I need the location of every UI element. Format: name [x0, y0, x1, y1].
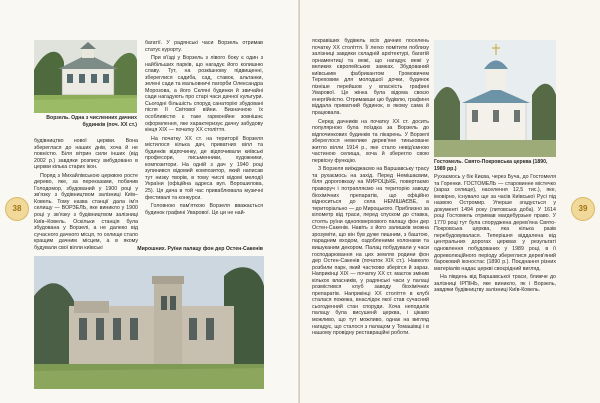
paragraph: Головною пам'яткою Ворзеля вважається будинок графині Уварової. Це ци не най- [145, 203, 263, 216]
palace-ruins-image [34, 256, 264, 389]
page-number-badge-left: 38 [5, 197, 29, 221]
left-page-column-1 [34, 138, 138, 262]
paragraph: При в'їзді у Ворзель з лівого боку є один з найбільших парків, що нагадує його колишню славу. Тут, на розкішному підвищенні, збереглися садиба, сад, ставок, альтанки, зелені сади та мальовничі пагорби Олександра Морозова, а його Скляні будинки й звичайні сади нагадують про старі часи дачної культури. Сьогодні більшість споруд санаторію збудовані після ІІ Світової війни. Визначною їх особливістю є таке гармонійне зовнішнє оформлення, яке характеризує дачну забудову кінця ХІХ — початку ХХ століття. [145, 55, 263, 134]
photo-palace-ruins [34, 256, 264, 389]
photo-bottom-caption: Мирошних. Руїни палацу фон дер Остен-Сакенів [137, 246, 263, 252]
paragraph: Серед дачників на початку ХХ ст. досить популярною була поїздка за Ворзель до відпочинкових будинків та лікарень. У Ворзелі збереглося невелике дерев'яне тиньковане житло вілли 1914 р., яке стало невід'ємною частиною селища, хоча й зберегло свою первісну функцію. [312, 118, 429, 164]
paragraph: З Ворзеля виїжджаємо на Варшавську трасу та рухаємось на захід. Перед Немішаєвим, біля дороговказу на МИРОЦЬКЕ, повертаємо праворуч і потрапляємо на територію заводу біохімічних препаратів, що офіційно відноситься до села НЕМІШАЄВЕ, а територіально — до Мироцького. Приблизно за кілометр від траси, перед спуском до ставка, стоять руїни одноповерхового палацу фон дер Остен-Сакенів. Навіть з його залишків можна зрозуміти, що він був дуже пишним, з баштою, парадним входом, оздобленими колонами та вишуканим декором. Палац побудували у часи господарювання на цих землях родини фон дер Остен-Сакенів (початок ХІХ ст.). Навколо розбили парк, який частково зберігся й зараз. Наприкінці ХІХ — початку ХХ ст. маєток змінив кількох власників, у радянські часи у палаці розмістився клуб заводу біохімічних препаратів. Наприкінці ХХ століття в клубі сталася пожежа, внаслідок якої став сучасний сьогоденний стан споруди. Хоча неподалік палацу була висушенй церква, і цікаво можливо, що тут можливо, однак на вигляд нагадує, що сталося з палацом у Томашівці і в нашому провідну реставраційні роботи. [312, 166, 429, 337]
paragraph: яскравіших будівель всіх дачних поселень початку ХХ століття. Її легко помітити поблизу залізниці завдяки складній архітектурі, багатій орнаментиці та вежі, що нагадує вежі у великих європейських замках. Збудований київським фабрикантом Громовичем Тереховим для молодшої дочки, будинок пізніше перейшов у власність графині Уварової. Це жінка була відома своєю енергійністю. Отримавши цю будівлю, графиня віддала приватний будинок, в якому сама й працювала. [312, 38, 429, 117]
paragraph: Поряд з Михайлівською церквою росте дерево, яке, за переказами, побачив Голодомор, збудований у 1900 році у зв'язку з будівництвом залізниці Київ–Ковель. Тому назва станції дала ім'я селищу — ВОРЗЕЛЬ, яке виникло у 1900 році у зв'язку з будівництвом залізниці Київ–Ковель. Оскільки станція була збудована у Ворзелі, а не далеко від сучасного дачного місця, то селище стало кращим дачним місцем, а в якому будували свої вілли київські [34, 172, 138, 251]
right-page [300, 0, 600, 403]
left-page-column-2 [145, 40, 263, 243]
photo-church-caption: Гостомель. Свято-Покровська церква (1890, 1989 рр.) [434, 159, 548, 172]
photo-dacha-house [34, 40, 137, 113]
paragraph: На південь від Варшавської траси, ближче до залізниці ІРПІНЬ, яке виникло, як і Ворзель, завдяки будівництву залізниці Київ-Ковель. [434, 274, 556, 294]
paragraph: Рухаємось у бік Києва, через Буча, до Гостомеля та Горенки. ГОСТОМЕЛЬ — старовинне містечко (зараз селище), населення 12,5 тис.), яке, імовірно, існувало ще за часів Київської Русі під назвою Остромир. Уперше згадується у документі 1494 року (литовська доба). У 1614 році Гостомель отримав магдебурзьке право. У 1770 році тут була споруджена дерев'яна Свято-Покровська церква, яка кілька разів перебудовувалася. Теперішня віддалена від центральних дорогах церквах у результаті одновлення побудованих у 1989 році, в її дореволюційного періоду збереглися дерев'яний бароковий іконостас (1890 р.). Поєднання різних матеріалів надає церкві своєрідний вигляд. [434, 174, 556, 272]
photo-church [434, 40, 556, 157]
paragraph: багатії. У радянські часи Ворзель отримав статус курорту. [145, 40, 263, 53]
right-page-column-2 [434, 174, 556, 390]
dacha-house-image [34, 40, 137, 113]
page-number-badge-right: 39 [571, 197, 595, 221]
paragraph: На початку ХХ ст. на території Ворзеля містилося кілька дач, приватних вілл та будинків відпочинку, де відпочивали київські професори, письменники, художники, композитори. На одній з дач у 1940 році зупинився відомий композитор, який написав тут низку творів, в тому числі відомі мелодії України (офіційна адреса вул. Ворошилова, 25). Ця дача в той час приваблювала музичні фестивалі та конкурси. [145, 135, 263, 201]
right-page-column-1 [312, 38, 429, 388]
church-image [434, 40, 556, 157]
photo-top-caption: Ворзель. Одна з численних дачних будинків (поч. XX ст.) [46, 115, 137, 128]
paragraph: будівництво нової церкви. Вона збереглася до наших днів, хоча й не повністю. Біля вітрин сили інших (від 2002 р.) завдяки розпису вибудовано в церкви кілька старих ікон. [34, 138, 138, 171]
